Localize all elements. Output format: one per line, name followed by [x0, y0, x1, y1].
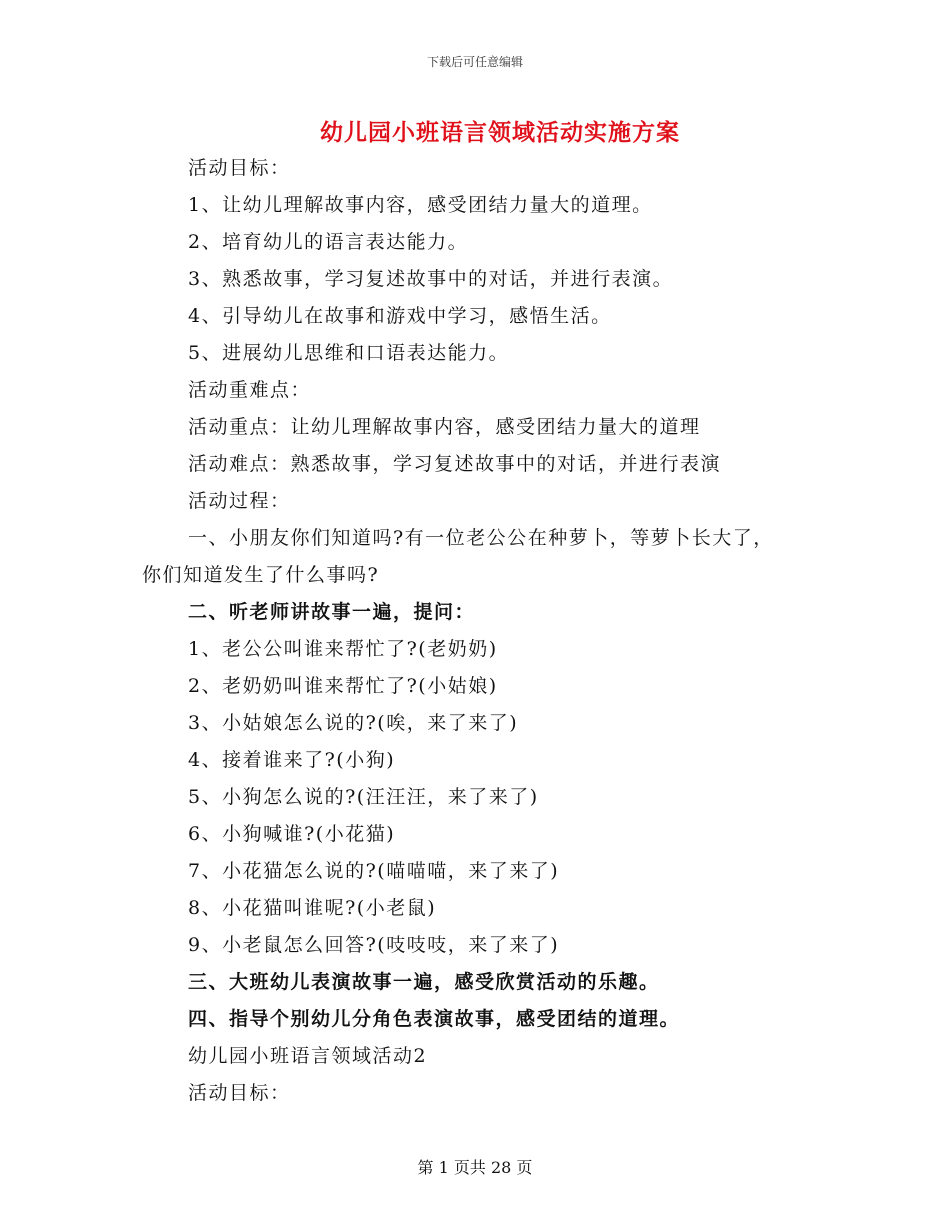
section-heading: 三、大班幼儿表演故事一遍，感受欣赏活动的乐趣。	[188, 971, 660, 993]
question-line: 6、小狗喊谁?(小花猫)	[188, 823, 396, 845]
text-line: 活动重点：让幼儿理解故事内容，感受团结力量大的道理	[188, 416, 701, 438]
question-line: 1、老公公叫谁来帮忙了?(老奶奶)	[188, 638, 498, 660]
text-line: 幼儿园小班语言领域活动2	[188, 1045, 428, 1067]
document-title: 幼儿园小班语言领域活动实施方案	[320, 119, 680, 146]
question-line: 2、老奶奶叫谁来帮忙了?(小姑娘)	[188, 675, 498, 697]
text-line: 活动过程：	[188, 490, 291, 512]
text-line: 活动重难点：	[188, 379, 312, 401]
text-line: 1、让幼儿理解故事内容，感受团结力量大的道理。	[188, 194, 653, 216]
text-line: 5、进展幼儿思维和口语表达能力。	[188, 342, 510, 364]
question-line: 4、接着谁来了?(小狗)	[188, 749, 396, 771]
section-heading: 四、指导个别幼儿分角色表演故事，感受团结的道理。	[188, 1008, 681, 1030]
question-line: 5、小狗怎么说的?(汪汪汪，来了来了)	[188, 786, 539, 808]
text-line: 活动目标：	[188, 1082, 291, 1104]
text-line: 活动难点：熟悉故事，学习复述故事中的对话，并进行表演	[188, 453, 722, 475]
text-line: 4、引导幼儿在故事和游戏中学习，感悟生活。	[188, 305, 612, 327]
question-line: 8、小花猫叫谁呢?(小老鼠)	[188, 897, 437, 919]
page-number: 第 1 页共 28 页	[417, 1158, 533, 1177]
paragraph-line-1: 一、小朋友你们知道吗?有一位老公公在种萝卜，等萝卜长大了，	[188, 527, 774, 549]
section-heading: 二、听老师讲故事一遍，提问：	[188, 601, 476, 623]
header-note: 下载后可任意编辑	[426, 55, 523, 69]
text-line: 2、培育幼儿的语言表达能力。	[188, 231, 469, 253]
question-line: 3、小姑娘怎么说的?(唉，来了来了)	[188, 712, 519, 734]
paragraph-line-2: 你们知道发生了什么事吗?	[142, 564, 380, 586]
question-line: 7、小花猫怎么说的?(喵喵喵，来了来了)	[188, 860, 560, 882]
text-line: 活动目标：	[188, 157, 291, 179]
question-line: 9、小老鼠怎么回答?(吱吱吱，来了来了)	[188, 934, 560, 956]
document-body	[142, 150, 808, 1112]
text-line: 3、熟悉故事，学习复述故事中的对话，并进行表演。	[188, 268, 674, 290]
